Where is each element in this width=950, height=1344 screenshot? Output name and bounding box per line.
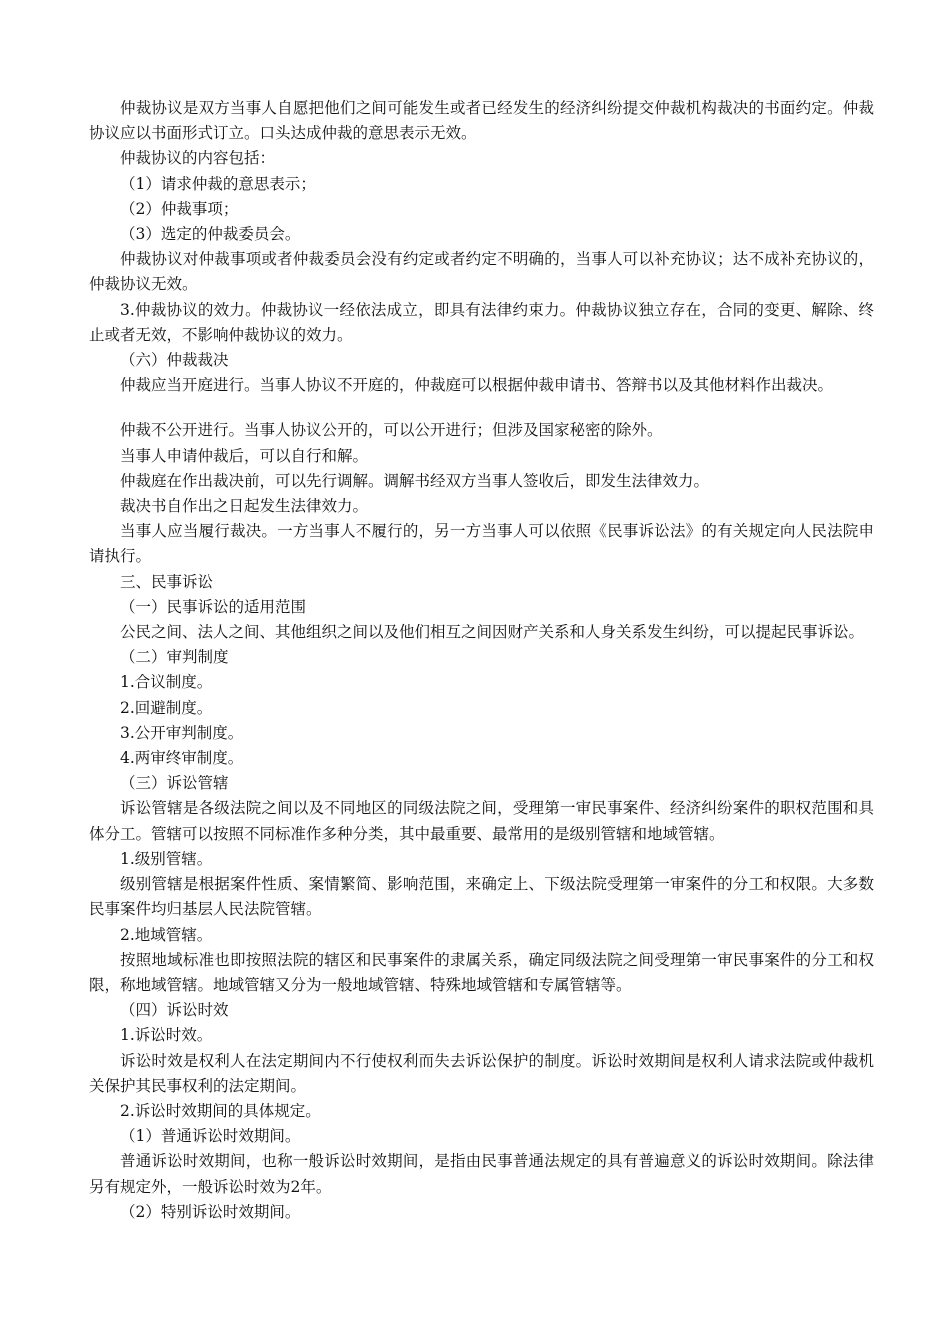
paragraph: 当事人申请仲裁后，可以自行和解。 [120,446,369,465]
list-item: 1.合议制度。 [120,673,213,692]
paragraph: 仲裁协议的内容包括： [120,149,276,168]
list-item: （1）普通诉讼时效期间。 [120,1127,301,1146]
list-item: 2.诉讼时效期间的具体规定。 [120,1101,321,1120]
list-item: 1.诉讼时效。 [120,1026,213,1045]
paragraph: 当事人应当履行裁决。一方当事人不履行的，另一方当事人可以依照《民事诉讼法》的有关规定向人民法院申请执行。 [89,522,874,566]
subsection-heading: （二）审判制度 [120,648,229,667]
paragraph: 仲裁协议对仲裁事项或者仲裁委员会没有约定或者约定不明确的，当事人可以补充协议；达不成补充协议的，仲裁协议无效。 [89,250,874,294]
subsection-heading: （一）民事诉讼的适用范围 [120,597,307,616]
paragraph: 裁决书自作出之日起发生法律效力。 [120,497,369,516]
list-item: 3.公开审判制度。 [120,723,244,742]
paragraph: 普通诉讼时效期间，也称一般诉讼时效期间，是指由民事普通法规定的具有普遍意义的诉讼时效期间。除法律另有规定外，一般诉讼时效为2年。 [89,1152,874,1196]
subsection-heading: （三）诉讼管辖 [120,774,229,793]
document-page [89,96,874,1225]
list-item: （2）特别诉讼时效期间。 [120,1202,301,1221]
section-heading: 三、民事诉讼 [120,572,214,591]
list-item: （1）请求仲裁的意思表示； [120,174,316,193]
paragraph: 按照地域标准也即按照法院的辖区和民事案件的隶属关系，确定同级法院之间受理第一审民事案件的分工和权限，称地域管辖。地域管辖又分为一般地域管辖、特殊地域管辖和专属管辖等。 [89,950,874,994]
paragraph: 公民之间、法人之间、其他组织之间以及他们相互之间因财产关系和人身关系发生纠纷，可以提起民事诉讼。 [120,623,865,642]
paragraph: 3.仲裁协议的效力。仲裁协议一经依法成立，即具有法律约束力。仲裁协议独立存在，合同的变更、解除、终止或者无效，不影响仲裁协议的效力。 [89,300,874,344]
list-item: 2.回避制度。 [120,698,213,717]
list-item: （2）仲裁事项； [120,199,239,218]
paragraph: 诉讼管辖是各级法院之间以及不同地区的同级法院之间，受理第一审民事案件、经济纠纷案件的职权范围和具体分工。管辖可以按照不同标准作多种分类，其中最重要、最常用的是级别管辖和地域管辖。 [89,799,874,843]
paragraph: 仲裁应当开庭进行。当事人协议不开庭的，仲裁庭可以根据仲裁申请书、答辩书以及其他材料作出裁决。 [120,376,834,395]
paragraph: 仲裁不公开进行。当事人协议公开的，可以公开进行；但涉及国家秘密的除外。 [120,421,663,440]
list-item: 1.级别管辖。 [120,849,213,868]
paragraph: 仲裁协议是双方当事人自愿把他们之间可能发生或者已经发生的经济纠纷提交仲裁机构裁决的书面约定。仲裁协议应以书面形式订立。口头达成仲裁的意思表示无效。 [89,99,874,143]
list-item: （3）选定的仲裁委员会。 [120,225,301,244]
section-heading: （六）仲裁裁决 [120,351,229,370]
list-item: 2.地域管辖。 [120,925,213,944]
subsection-heading: （四）诉讼时效 [120,1001,229,1020]
paragraph: 级别管辖是根据案件性质、案情繁简、影响范围，来确定上、下级法院受理第一审案件的分工和权限。大多数民事案件均归基层人民法院管辖。 [89,875,874,919]
paragraph: 诉讼时效是权利人在法定期间内不行使权利而失去诉讼保护的制度。诉讼时效期间是权利人请求法院或仲裁机关保护其民事权利的法定期间。 [89,1051,874,1095]
list-item: 4.两审终审制度。 [120,749,244,768]
paragraph: 仲裁庭在作出裁决前，可以先行调解。调解书经双方当事人签收后，即发生法律效力。 [120,471,710,490]
